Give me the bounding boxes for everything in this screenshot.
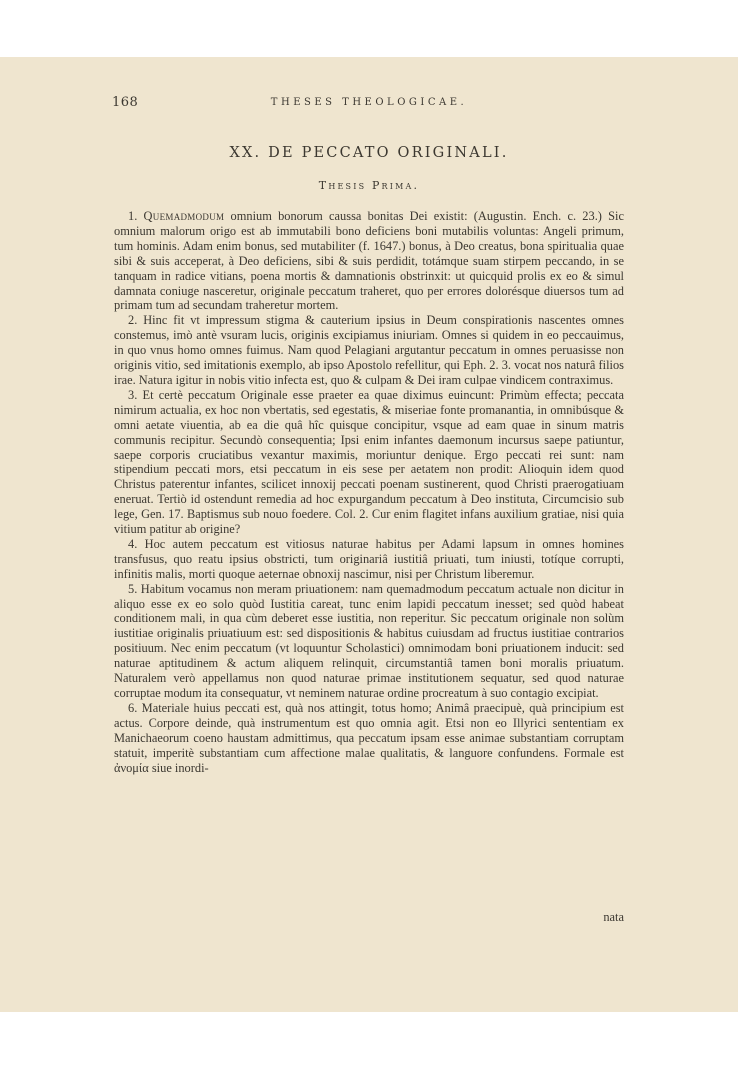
chapter-title: XX. DE PECCATO ORIGINALI. bbox=[229, 145, 509, 161]
paragraph-text: Habitum vocamus non meram priuationem: nam quemadmodum peccatum actuale non dicitur in aliquo esse ex eo solo quòd Iustitia careat, tunc enim lapidi peccatum inesset; sed quòd habeat conditionem mali, in qua cùm deberet esse iustitia, non reperitur. Sic peccatum originale non solùm iustitiae originalis priuatiuum est: sed dispositionis & habitus cuiusdam ad fructus iustitiae contrarios positiuum. Nec enim peccatum (vt loquuntur Scholastici) omnimodam boni priuationem inducit: sed naturae aptitudinem & actum aliquem relinquit, circumstantiâ tamen boni moralis priuatum. Naturalem verò appellamus non quod naturae primae institutionem sequatur, sed quod naturae corruptae modum ita consequatur, vt neminem naturae ordine procreatum à suo contagio excipiat. bbox=[114, 581, 624, 700]
paragraph-2 bbox=[114, 313, 624, 388]
paragraph-text: omnium bonorum caussa bonitas Dei existit: (Augustin. Ench. c. 23.) Sic omnium malorum origo est ab immutabili bono deficiens boni mutabilis voluntas: Angeli primum, tum hominis. Adam enim bonus, sed mutabiliter (f. 1647.) bonus, à Deo creatus, bona spiritualia quae sibi & suis acceperat, à Deo deficiens, sibi & suis perdidit, totámque suam stirpem peccando, in se tanquam in radice vitians, poena mortis & damnationis obstrinxit: ut quicquid prolis ex eo & simul damnata coniuge nasceretur, originale peccatum traheret, quo per errores dolorésque diuersos tum ad primam tum ad secundam traheretur mortem. bbox=[114, 209, 624, 313]
paragraph-3 bbox=[114, 388, 624, 537]
paragraph-text: Hoc autem peccatum est vitiosus naturae habitus per Adami lapsum in omnes homines transfusus, quo reatu ipsius obstricti, tum originariâ iustitiâ priuati, tum iniusti, totíque corrupti, infinitis malis, morti quoque aeternae obnoxij nascimur, nisi per Christum liberemur. bbox=[114, 536, 624, 581]
paragraph-number: 1. bbox=[128, 209, 138, 223]
book-page bbox=[0, 57, 738, 1012]
paragraph-text: Hinc fit vt impressum stigma & cauterium ipsius in Deum conspirationis nascentes omnes constemus, imò antè vsuram lucis, originis excipiamus iniuriam. Omnes si quidem in eo peccauimus, in quo vnus homo omnes fuimus. Nam quod Pelagiani argutantur peccatum in omnes peruasisse non originis vitio, sed imitationis exemplo, ab ipso Apostolo refellitur, qui Eph. 2. 3. vocat nos naturâ filios irae. Natura igitur in nobis vitio infecta est, quo & culpam & Dei iram culpae vindicem contraximus. bbox=[114, 313, 624, 387]
paragraph-6 bbox=[114, 701, 624, 776]
paragraph-number: 4. bbox=[128, 536, 138, 551]
paragraph-text: Materiale huius peccati est, quà nos attingit, totus homo; Animâ praecipuè, quà principium est actus. Corpore deinde, quà instrumentum est quo omnia agit. Etsi non eo Illyrici sententiam ex Manichaeorum coeno haustam admittimus, qua peccatum ipsam esse animae substantiam corruptam statuit, imperitè substantiam cum affectione malae qualitatis, & languore confundens. Formale est ἀνομία siue inordi- bbox=[114, 700, 624, 775]
running-head: THESES THEOLOGICAE. bbox=[270, 97, 468, 108]
paragraph-number: 3. bbox=[128, 387, 138, 402]
paragraph-text: Et certè peccatum Originale esse praeter ea quae diximus euincunt: Primùm effecta; peccata nimirum actualia, ex hoc non vbertatis, sed egestatis, & miseriae fonte promanantia, in omnibúsque & omni aetate viuentia, ab ea die quâ hîc quisque concipitur, vsque ad eam quae in sinum matris communis recipitur. Secundò consequentia; Ipsi enim infantes daemonum incursus saepe patiuntur, saepe corporis cruciatibus vexantur maximis, moriuntur denique. Ergo peccati rei sunt: nam stipendium peccati mors, etsi peccatum in eis sese per aetatem non prodit: Alioquin idem quod Christus paterentur infantes, scilicet innoxij peccati poenam sustinerent, quod Christi praerogatiuam eneruat. Tertiò id ostendunt remedia ad hoc expurgandum peccatum à Deo instituta, Circumcisio sub lege, Gen. 17. Baptismus sub nouo foedere. Col. 2. Cur enim flagitet infans auxilium gratiae, nisi quia vitium patitur ab origine? bbox=[114, 387, 624, 537]
thesis-body bbox=[114, 209, 624, 775]
paragraph-5 bbox=[114, 582, 624, 701]
paragraph-number: 6. bbox=[128, 700, 138, 715]
thesis-title: Thesis Prima. bbox=[318, 179, 420, 192]
opening-word: Quemadmodum bbox=[143, 209, 225, 223]
paragraph-number: 2. bbox=[128, 313, 138, 328]
page-number: 168 bbox=[112, 95, 139, 110]
paragraph-1 bbox=[114, 209, 624, 313]
catchword: nata bbox=[603, 910, 624, 924]
paragraph-4 bbox=[114, 537, 624, 582]
paragraph-number: 5. bbox=[128, 581, 138, 596]
